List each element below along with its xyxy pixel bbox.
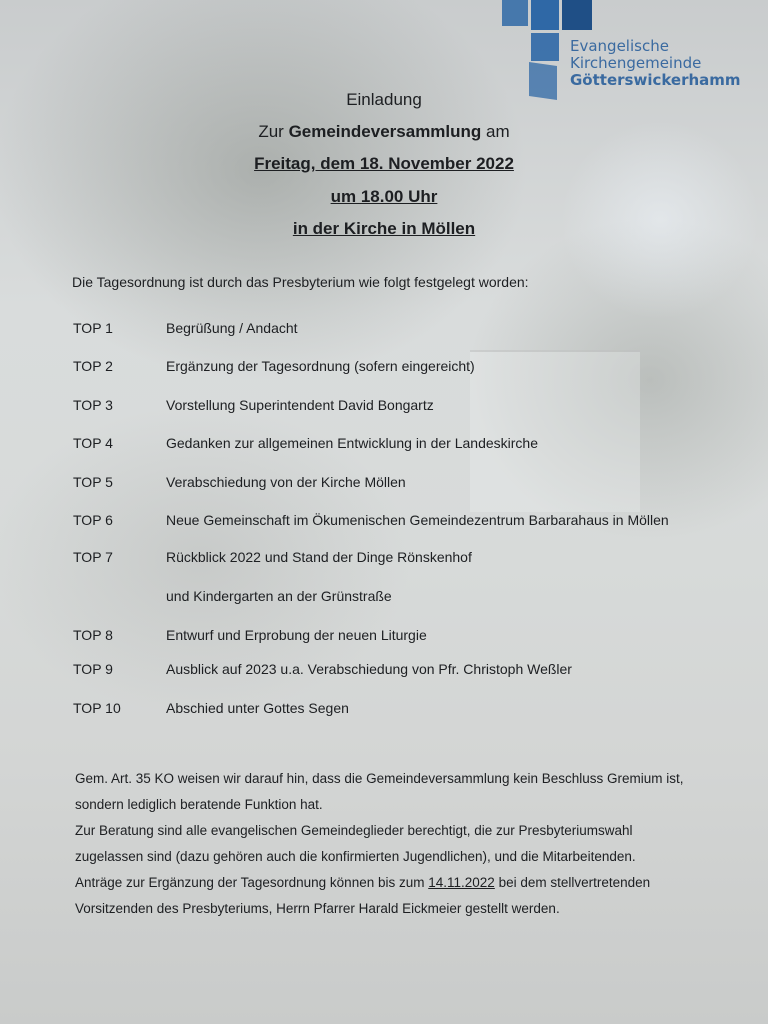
footer-paragraph-3 [75,870,690,922]
agenda-text: und Kindergarten an der Grünstraße [166,588,392,604]
reflection-building [470,350,640,512]
agenda-number: TOP 5 [73,474,113,490]
agenda-number: TOP 8 [73,627,113,643]
agenda-number: TOP 7 [73,549,113,565]
footer-deadline-prefix: Anträge zur Ergänzung der Tagesordnung können bis zum [75,875,429,890]
agenda-text: Ergänzung der Tagesordnung (sofern eingereicht) [166,358,475,374]
footer-deadline-suffix: bei dem stellvertretenden Vorsitzenden des Presbyteriums, Herrn Pfarrer Harald Eickmeier gestellt werden. [75,875,651,916]
agenda-number: TOP 6 [73,512,113,528]
agenda-number: TOP 1 [73,320,113,336]
meeting-date: Freitag, dem 18. November 2022 [254,154,514,173]
agenda-number: TOP 2 [73,358,113,374]
agenda-text: Rückblick 2022 und Stand der Dinge Rönskenhof [166,549,472,565]
meeting-place: in der Kirche in Möllen [292,219,476,238]
logo-cross-top-right [562,0,592,30]
agenda-text: Verabschiedung von der Kirche Möllen [166,474,406,490]
logo-text [570,38,741,89]
church-logo [500,0,760,100]
subject-suffix: am [481,122,510,141]
logo-line-2: Kirchengemeinde [570,54,702,72]
agenda-text: Entwurf und Erprobung der neuen Liturgie [166,627,427,643]
invitation-subject [0,122,768,142]
agenda-intro: Die Tagesordnung ist durch das Presbyterium wie folgt festgelegt worden: [72,274,529,290]
agenda-number: TOP 3 [73,397,113,413]
agenda-text: Begrüßung / Andacht [166,320,298,336]
agenda-number: TOP 4 [73,435,113,451]
footer-paragraph-2: Zur Beratung sind alle evangelischen Gemeindeglieder berechtigt, die zur Presbyteriumswahl zugelassen sind (dazu gehören auch die konfirmierten Jugendlichen), und die Mitarbeitenden. [75,823,636,864]
subject-prefix: Zur [258,122,289,141]
logo-line-3: Götterswickerhamm [570,71,741,89]
agenda-text: Ausblick auf 2023 u.a. Verabschiedung von Pfr. Christoph Weßler [166,661,572,677]
logo-cross-middle [531,33,559,61]
agenda-text: Abschied unter Gottes Segen [166,700,349,716]
agenda-number: TOP 10 [73,700,121,716]
logo-cross-top-left [502,0,528,26]
footer-deadline-date: 14.11.2022 [428,875,495,890]
logo-cross-top-center [531,0,559,30]
footer-paragraph-1: Gem. Art. 35 KO weisen wir darauf hin, dass die Gemeindeversammlung kein Beschluss Gremium ist, sondern lediglich beratende Funktion hat. [75,771,684,812]
meeting-time: um 18.00 Uhr [330,187,438,206]
invitation-label: Einladung [346,90,422,109]
logo-line-1: Evangelische [570,37,669,55]
agenda-text: Neue Gemeinschaft im Ökumenischen Gemeindezentrum Barbarahaus in Möllen [166,512,669,528]
agenda-text: Gedanken zur allgemeinen Entwicklung in der Landeskirche [166,435,538,451]
agenda-text: Vorstellung Superintendent David Bongartz [166,397,434,413]
agenda-number: TOP 9 [73,661,113,677]
subject-bold: Gemeindeversammlung [288,122,482,141]
